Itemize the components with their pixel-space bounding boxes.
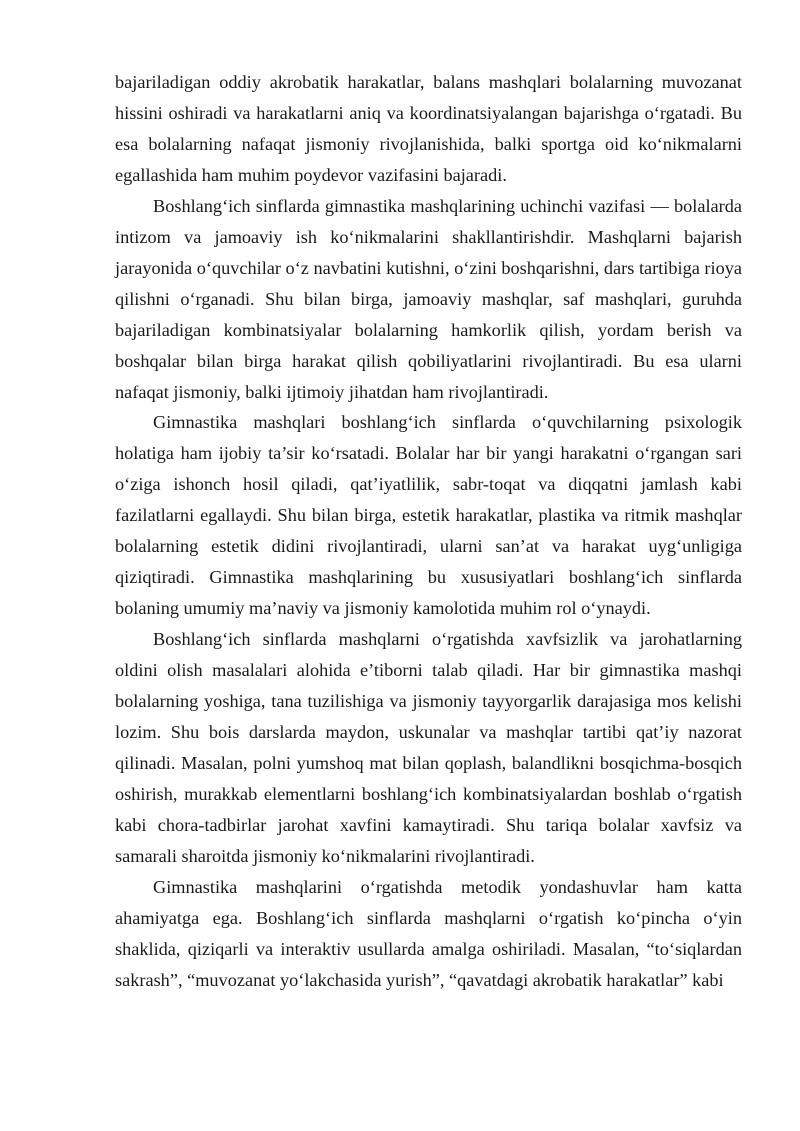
document-body <box>115 67 742 996</box>
paragraph-methodology: Gimnastika mashqlarini o‘rgatishda metodik yondashuvlar ham katta ahamiyatga ega. Boshlang‘ich sinflarda mashqlarni o‘rgatish ko‘pincha o‘yin shaklida, qiziqarli va interaktiv usullarda amalga oshiriladi. Masalan, “to‘siqlardan sakrash”, “muvozanat yo‘lakchasida yurish”, “qavatdagi akrobatik harakatlar” kabi <box>115 876 742 990</box>
paragraph-continuation: bajariladigan oddiy akrobatik harakatlar, balans mashqlari bolalarning muvozanat hissini oshiradi va harakatlarni aniq va koordinatsiyalangan bajarishga o‘rgatadi. Bu esa bolalarning nafaqat jismoniy rivojlanishida, balki sportga oid ko‘nikmalarni egallashida ham muhim poydevor vazifasini bajaradi. <box>115 72 742 185</box>
paragraph-discipline-teamwork: Boshlang‘ich sinflarda gimnastika mashqlarining uchinchi vazifasi — bolalarda intizom va jamoaviy ish ko‘nikmalarini shakllantirishdir. Mashqlarni bajarish jarayonida o‘quvchilar o‘z navbatini kutishni, o‘zini boshqarishni, dars tartibiga rioya qilishni o‘rganadi. Shu bilan birga, jamoaviy mashqlar, saf mashqlari, guruhda bajariladigan kombinatsiyalar bolalarning hamkorlik qilish, yordam berish va boshqalar bilan birga harakat qilish qobiliyatlarini rivojlantiradi. Bu esa ularni nafaqat jismoniy, balki ijtimoiy jihatdan ham rivojlantiradi. <box>115 195 742 402</box>
paragraph-safety: Boshlang‘ich sinflarda mashqlarni o‘rgatishda xavfsizlik va jarohatlarning oldini olish masalalari alohida e’tiborni talab qiladi. Har bir gimnastika mashqi bolalarning yoshiga, tana tuzilishiga va jismoniy tayyorgarlik darajasiga mos kelishi lozim. Shu bois darslarda maydon, uskunalar va mashqlar tartibi qat’iy nazorat qilinadi. Masalan, polni yumshoq mat bilan qoplash, balandlikni bosqichma-bosqich oshirish, murakkab elementlarni boshlang‘ich kombinatsiyalardan boshlab o‘rgatish kabi chora-tadbirlar jarohat xavfini kamaytiradi. Shu tariqa bolalar xavfsiz va samarali sharoitda jismoniy ko‘nikmalarini rivojlantiradi. <box>115 629 742 866</box>
paragraph-psychological-effect: Gimnastika mashqlari boshlang‘ich sinflarda o‘quvchilarning psixologik holatiga ham ijobiy ta’sir ko‘rsatadi. Bolalar har bir yangi harakatni o‘rgangan sari o‘ziga ishonch hosil qiladi, qat’iyatlilik, sabr-toqat va diqqatni jamlash kabi fazilatlarni egallaydi. Shu bilan birga, estetik harakatlar, plastika va ritmik mashqlar bolalarning estetik didini rivojlantiradi, ularni san’at va harakat uyg‘unligiga qiziqtiradi. Gimnastika mashqlarining bu xususiyatlari boshlang‘ich sinflarda bolaning umumiy ma’naviy va jismoniy kamolotida muhim rol o‘ynaydi. <box>115 412 742 619</box>
